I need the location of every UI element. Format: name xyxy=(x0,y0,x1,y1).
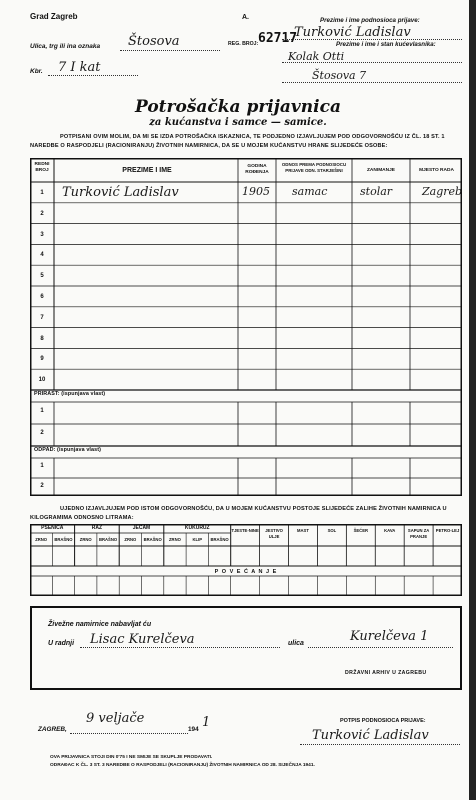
shop-street-line xyxy=(308,647,453,648)
footer-year-prefix: 194 xyxy=(188,726,199,733)
kbr-label: Kbr. xyxy=(30,68,43,75)
odpad-row-2-no: 2 xyxy=(40,483,44,489)
applicant-value: Turković Ladislav xyxy=(294,25,411,40)
shop-intro: Živežne namirnice nabavljat ću xyxy=(48,621,152,628)
odpad-label: ODPAD: (ispunjava vlast) xyxy=(34,447,101,453)
member-row-no: 8 xyxy=(40,335,44,342)
shop-line xyxy=(80,647,280,648)
member-row-no: 4 xyxy=(40,252,44,259)
street-label: Ulica, trg ili ina oznaka xyxy=(30,43,101,50)
supply-single-label: SOL xyxy=(327,528,337,533)
members-table xyxy=(30,158,462,496)
owner-address-line xyxy=(282,82,462,83)
odpad-row-1-no: 1 xyxy=(40,463,44,469)
form-title: Potrošačka prijavnica xyxy=(135,97,341,117)
form-letter: A. xyxy=(242,14,249,21)
kbr-value: 7 I kat xyxy=(58,60,101,75)
members-frame xyxy=(31,159,462,496)
shop-value: Lisac Kurelčeva xyxy=(90,632,195,647)
member-row-no: 2 xyxy=(40,210,44,217)
col-header-workplace: MJESTO RADA xyxy=(419,168,454,173)
col-header-relation: ODNOS PREMA PODNOSIOCU PRIJAVE ODN. STARJEŠINI xyxy=(281,162,347,173)
supply-sub-label: BRAŠNO xyxy=(54,537,73,542)
supply-single-label: SAPUN ZA PRANJE xyxy=(407,528,430,539)
applicant-label: Prezime i ime podnosioca prijave: xyxy=(320,17,420,24)
owner-value: Kolak Otti xyxy=(288,50,345,63)
owner-label: Prezime i ime i stan kućevlasnika: xyxy=(336,41,436,48)
member-occupation: stolar xyxy=(360,185,393,198)
member-row-no: 9 xyxy=(40,356,44,363)
col-header-occupation: ZANIMANJE xyxy=(367,168,395,173)
supply-single-label: MAST xyxy=(297,528,309,533)
supply-line-2: KILOGRAMIMA ODNOSNO LITRAMA: xyxy=(30,515,134,521)
member-year: 1905 xyxy=(242,185,270,198)
members-grid xyxy=(30,158,462,496)
supply-single-label: JESTIVO ULJE xyxy=(265,528,283,539)
supply-sub-label: ZRNO xyxy=(169,537,181,542)
supply-single-label: TJESTE-NINE xyxy=(231,528,259,533)
signature-label: POTPIS PODNOSIOCA PRIJAVE: xyxy=(340,718,426,724)
street-line xyxy=(120,50,220,51)
supply-single-label: ŠEĆER xyxy=(353,528,369,533)
date-line xyxy=(70,733,188,734)
supply-sub-label: BRAŠNO xyxy=(210,537,229,542)
supply-group-label: PŠENICA xyxy=(41,525,64,531)
supply-sub-label: KLIP xyxy=(192,537,203,542)
footer-place: ZAGREB, xyxy=(38,726,67,733)
supply-single-label: KAVA xyxy=(384,528,396,533)
member-workplace: Zagreb xyxy=(422,185,463,198)
supply-group-label: JEČAM xyxy=(132,525,151,531)
member-relation: samac xyxy=(292,185,328,198)
footer-year-suffix: 1 xyxy=(202,715,211,730)
supply-sub-label: ZRNO xyxy=(124,537,137,542)
street-value: Štosova xyxy=(128,34,180,49)
shop-box xyxy=(30,606,462,690)
city-name: Grad Zagreb xyxy=(30,12,78,21)
povecanje-label: P O V E Ć A N J E xyxy=(214,569,278,575)
supply-sub-label: BRAŠNO xyxy=(143,537,162,542)
member-row-no: 5 xyxy=(40,273,44,280)
col-header-no: REDNI BROJ xyxy=(34,162,50,173)
intro-line-1: POTPISANI OVIM MOLIM, DA MI SE IZDA POTROŠAČKA ISKAZNICA, TE PODJEDNO IZJAVLJUJEM POD ODGOVORNOŠĆU IZ ČL. 18 ST. 1 xyxy=(60,134,445,140)
member-row-no: 7 xyxy=(40,314,44,321)
col-header-name: PREZIME I IME xyxy=(122,167,172,174)
reg-number: 62717 xyxy=(258,31,298,46)
prirast-label: PRIRAST: (ispunjava vlast) xyxy=(34,391,106,397)
shop-street-label: ulica xyxy=(288,640,304,647)
supply-table xyxy=(30,524,462,596)
member-name: Turković Ladislav xyxy=(62,185,179,200)
kbr-line xyxy=(48,75,138,76)
signature-line xyxy=(300,744,460,745)
decree-note: ODRAĐAC K ČL. 3 ST. 3 NAREDBE O RASPODJELI (RACIONIRANJU) ŽIVOTNIH NAMIRNICA OD 28. SIJEČNJA 1941. xyxy=(50,763,315,768)
supply-group-label: KUKURUZ xyxy=(184,525,210,531)
supply-line-1: UJEDNO IZJAVLJUJEM POD ISTOM ODGOVORNOŠĆU, DA U MOJEM KUĆANSTVU POSTOJE SLIJEDEĆE ZALIHE ŽIVOTNIH NAMIRNICA U xyxy=(60,506,447,512)
supply-sub-label: BRAŠNO xyxy=(98,537,118,542)
prirast-row-1-no: 1 xyxy=(40,408,44,414)
supply-group-label: RAŽ xyxy=(91,525,103,531)
intro-line-2: NAREDBE O RASPODJELI (RACIONIRANJU) ŽIVOTNIH NAMIRNICA, DA SE U MOJEM KUĆANSTVU HRANE SLIJEDEĆE OSOBE: xyxy=(30,143,388,149)
supply-frame xyxy=(31,525,462,596)
supply-sub-label: ZRNO xyxy=(35,537,48,542)
supply-single-label: PETRO-LEJ xyxy=(435,528,460,533)
form-subtitle: za kućanstva i samce — samice. xyxy=(149,117,327,128)
member-row-no: 1 xyxy=(40,190,44,196)
reg-label: REG. BROJ: xyxy=(228,41,259,47)
shop-street-value: Kurelčeva 1 xyxy=(350,629,429,644)
footer-date: 9 veljače xyxy=(86,711,145,726)
applicant-signature: Turković Ladislav xyxy=(312,728,429,743)
supply-grid xyxy=(30,524,462,596)
member-row-no: 3 xyxy=(40,231,44,238)
member-row-no: 6 xyxy=(40,294,44,300)
member-row-no: 10 xyxy=(38,377,46,384)
owner-address: Štosova 7 xyxy=(312,69,367,82)
archive-stamp: DRŽAVNI ARHIV U ZAGREBU xyxy=(345,670,427,676)
price-note: OVA PRIJAVNICA STOJI DIN 0'75 I NE SMIJE SE SKUPLJE PRODAVATI. xyxy=(50,755,213,760)
prirast-row-2-no: 2 xyxy=(40,430,44,436)
col-header-year: GODINA ROĐENJA xyxy=(245,164,269,175)
supply-sub-label: ZRNO xyxy=(79,537,92,542)
shop-label: U radnji xyxy=(48,640,75,647)
